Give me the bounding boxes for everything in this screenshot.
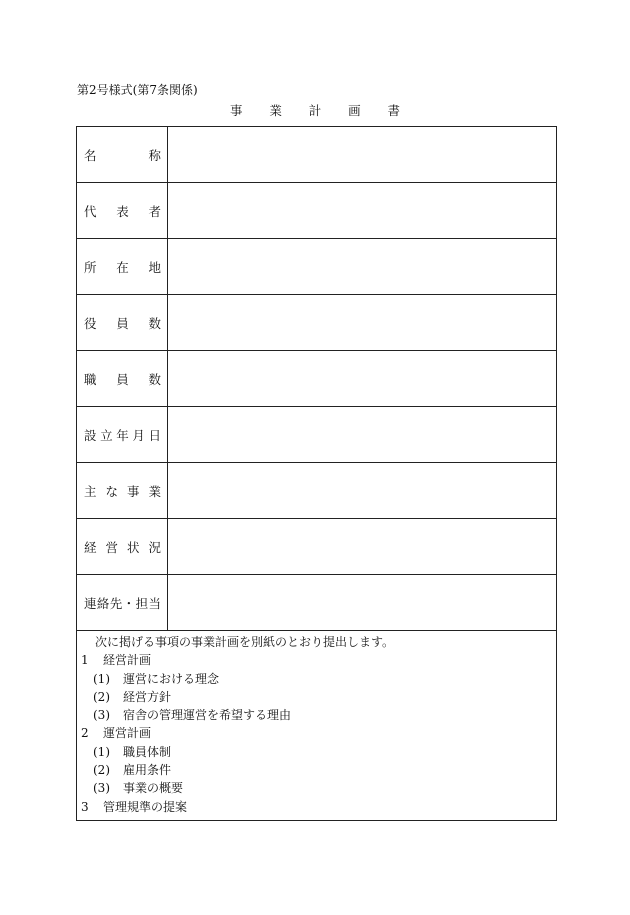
label-char: 況: [148, 539, 161, 555]
section-number: 2: [81, 726, 89, 741]
item-number: (2): [93, 763, 110, 778]
label-char: 称: [148, 147, 161, 163]
title-char: 事: [230, 103, 243, 118]
label-char: 担: [135, 595, 149, 611]
plan-item: [81, 688, 556, 706]
label-char: 数: [148, 371, 161, 387]
label-char: 経: [84, 539, 97, 555]
title-char: 業: [269, 103, 282, 118]
label-char: 職: [84, 371, 97, 387]
label-char: 主: [84, 483, 97, 499]
item-text: 運営における理念: [123, 671, 220, 686]
section-number: 3: [81, 799, 89, 814]
label-char: 名: [84, 147, 97, 163]
label-char: な: [105, 483, 118, 499]
label-char: 月: [132, 427, 145, 443]
item-number: (1): [93, 744, 110, 759]
label-char: 状: [126, 539, 140, 555]
item-text: 事業の概要: [123, 781, 184, 796]
label-char: 員: [116, 315, 129, 331]
label-char: 役: [84, 315, 97, 331]
plan-item: [81, 779, 556, 797]
field-label: [77, 519, 168, 574]
title-char: 計: [308, 103, 322, 118]
label-char: 絡: [96, 595, 110, 611]
item-number: (2): [93, 689, 110, 704]
item-number: (3): [93, 781, 110, 796]
item-text: 宿舎の管理運営を希望する理由: [123, 708, 292, 723]
section-number: 1: [81, 653, 89, 668]
item-text: 経営方針: [123, 689, 172, 704]
section-title: 管理規準の提案: [103, 799, 188, 814]
label-char: ・: [122, 595, 136, 611]
notes-intro: 次に掲げる事項の事業計画を別紙のとおり提出します。: [95, 635, 395, 649]
form-row: [77, 575, 556, 631]
label-char: 先: [109, 595, 123, 611]
item-number: (1): [93, 671, 110, 686]
title-char: 書: [387, 103, 400, 118]
plan-section: [81, 724, 556, 742]
field-label: [77, 575, 168, 630]
form-row: [77, 127, 556, 183]
label-char: 表: [116, 203, 129, 219]
field-label: [77, 295, 168, 350]
form-row: [77, 519, 556, 575]
label-char: 所: [84, 259, 97, 275]
form-row: [77, 295, 556, 351]
form-row: [77, 239, 556, 295]
form-row: [77, 463, 556, 519]
label-char: 事: [126, 483, 140, 499]
field-value[interactable]: [168, 295, 556, 350]
label-char: 設: [84, 427, 97, 443]
item-number: (3): [93, 708, 110, 723]
plan-section: [81, 798, 556, 816]
field-value[interactable]: [168, 351, 556, 406]
plan-item: [81, 706, 556, 724]
form-row: [77, 183, 556, 239]
label-char: 立: [100, 427, 113, 443]
section-title: 運営計画: [103, 726, 152, 741]
label-char: 年: [116, 427, 129, 443]
field-label: [77, 183, 168, 238]
label-char: 当: [148, 595, 161, 611]
field-label: [77, 463, 168, 518]
label-char: 営: [105, 539, 118, 555]
field-label: [77, 351, 168, 406]
field-value[interactable]: [168, 127, 556, 182]
item-text: 雇用条件: [123, 763, 172, 778]
field-value[interactable]: [168, 463, 556, 518]
field-value[interactable]: [168, 519, 556, 574]
label-char: 地: [148, 259, 161, 275]
label-char: 在: [116, 259, 129, 275]
document-title: [230, 104, 400, 118]
plan-item: [81, 670, 556, 688]
title-char: 画: [348, 103, 361, 118]
label-char: 連: [84, 595, 97, 611]
label-char: 業: [148, 483, 161, 499]
section-title: 経営計画: [103, 653, 152, 668]
form-row: [77, 351, 556, 407]
label-char: 者: [148, 203, 161, 219]
field-value[interactable]: [168, 239, 556, 294]
field-value[interactable]: [168, 575, 556, 630]
field-label: [77, 127, 168, 182]
label-char: 員: [116, 371, 129, 387]
plan-section: [81, 651, 556, 669]
field-value[interactable]: [168, 183, 556, 238]
label-char: 日: [148, 427, 161, 443]
plan-item: [81, 743, 556, 761]
label-char: 数: [148, 315, 161, 331]
label-char: 代: [84, 203, 97, 219]
field-label: [77, 239, 168, 294]
submission-notes: [77, 631, 556, 820]
field-label: [77, 407, 168, 462]
plan-item: [81, 761, 556, 779]
form-number: 第2号様式(第7条関係): [77, 83, 198, 97]
plan-form-table: [76, 126, 557, 821]
form-row: [77, 407, 556, 463]
item-text: 職員体制: [123, 744, 172, 759]
field-value[interactable]: [168, 407, 556, 462]
